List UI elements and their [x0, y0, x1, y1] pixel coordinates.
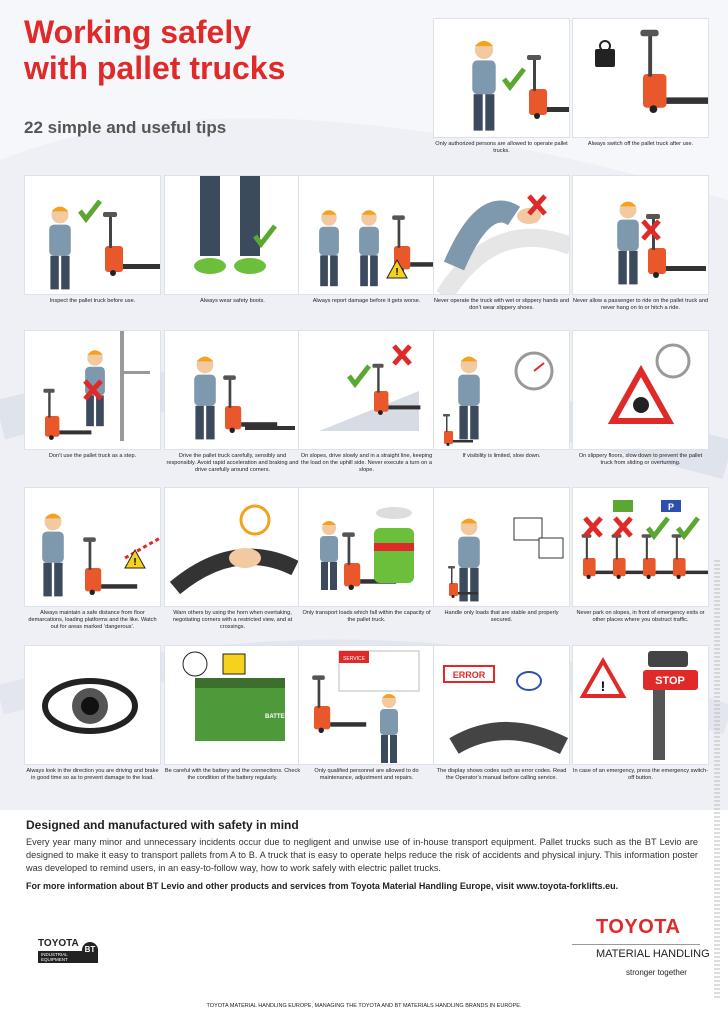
- tip-art: [25, 488, 161, 607]
- material-handling-label: MATERIAL HANDLING: [596, 948, 710, 960]
- tip-art: [299, 176, 435, 295]
- tip-caption: Only transport loads which fall within the capacity of the pallet truck.: [302, 610, 431, 623]
- svg-text:P: P: [667, 502, 675, 512]
- tip-card: [433, 330, 570, 460]
- tip-caption: Always switch off the pallet truck after use.: [587, 141, 694, 147]
- info-body: Every year many minor and unnecessary incidents occur due to negligent and unwise use of in-house transport equipment. Pallet trucks such as the BT Levio are designed to make it easy to transport pallets from A to B. A truck that is easy to operate helps reduce the risk of accidents and physical injury. This information poster was developed to remind users, in an easy-to-follow way, how to work safely with electric pallet trucks.: [26, 837, 698, 873]
- tip-card: [433, 487, 570, 624]
- tip-card: [572, 645, 709, 782]
- tip-art: [573, 19, 709, 138]
- tip-card: [572, 330, 709, 467]
- tip-card: [24, 330, 161, 460]
- logo-subtext: INDUSTRIAL EQUIPMENT: [38, 951, 98, 963]
- tip-illustration: [572, 18, 709, 138]
- tip-card: [164, 645, 301, 782]
- tip-illustration: [433, 487, 570, 607]
- tip-art: [573, 488, 709, 607]
- tip-caption: The display shows codes such as error codes. Read the Operator’s manual before calling service.: [436, 768, 567, 781]
- tip-caption: Always look in the direction you are driving and brake in good time so as to prevent damage to the load.: [26, 768, 159, 781]
- tip-art: [573, 176, 709, 295]
- title-line-2: with pallet trucks: [24, 50, 286, 86]
- tip-card: [433, 645, 570, 782]
- tip-illustration: [24, 175, 161, 295]
- tip-caption: Always wear safety boots.: [200, 298, 265, 304]
- tip-caption: Warn others by using the horn when overtaking, negotiating corners with a restricted view, and at crossings.: [172, 610, 293, 630]
- tip-art: [299, 646, 435, 765]
- info-more-link[interactable]: For more information about BT Levio and other products and services from Toyota Material Handling Europe, visit www.toyota-forklifts.eu.: [26, 881, 619, 891]
- logo-text: TOYOTA: [38, 938, 79, 949]
- tip-illustration: [572, 645, 709, 765]
- tip-illustration: [572, 175, 709, 295]
- svg-text:ERROR: ERROR: [452, 670, 486, 680]
- tip-caption: In case of an emergency, press the emergency switch-off button.: [572, 768, 709, 781]
- tip-art: [165, 176, 301, 295]
- tip-card: [298, 330, 435, 474]
- info-section: [0, 810, 728, 1030]
- tip-caption: Always report damage before it gets worse.: [312, 298, 421, 304]
- tip-illustration: [433, 18, 570, 138]
- tip-illustration: [164, 175, 301, 295]
- tip-caption: Never operate the truck with wet or slippery hands and don’t wear slippery shoes.: [433, 298, 570, 311]
- bt-logo: BT: [82, 942, 98, 958]
- toyota-brand: TOYOTA: [596, 916, 681, 938]
- tip-illustration: [298, 645, 435, 765]
- tip-illustration: [572, 487, 709, 607]
- tip-art: [165, 488, 301, 607]
- tip-art: [573, 331, 709, 450]
- tip-card: [24, 487, 161, 631]
- svg-text:SERVICE: SERVICE: [343, 656, 365, 662]
- info-heading: Designed and manufactured with safety in mind: [26, 818, 299, 832]
- tip-art: [165, 646, 301, 765]
- tip-card: [433, 18, 570, 155]
- tip-art: [25, 176, 161, 295]
- tip-illustration: [164, 330, 301, 450]
- tip-art: [299, 488, 435, 607]
- tip-illustration: [164, 645, 301, 765]
- tip-card: [433, 175, 570, 312]
- tip-art: [573, 646, 709, 765]
- poster-title: [24, 14, 384, 86]
- tip-illustration: [572, 330, 709, 450]
- tip-caption: Never allow a passenger to ride on the pallet truck and never hang on to or hitch a ride.: [572, 298, 709, 311]
- tip-card: [298, 645, 435, 782]
- tip-illustration: [433, 330, 570, 450]
- title-line-1: Working safely: [24, 14, 252, 50]
- tip-art: [434, 331, 570, 450]
- tip-caption: Handle only loads that are stable and properly secured.: [444, 610, 559, 623]
- tip-caption: Drive the pallet truck carefully, sensibly and responsibly. Avoid rapid acceleration and braking and drive carefully around corners.: [166, 453, 299, 473]
- tip-illustration: [433, 645, 570, 765]
- tip-card: [572, 487, 709, 624]
- tip-card: [164, 330, 301, 474]
- tip-caption: On slippery floors, slow down to prevent the pallet truck from sliding or overturning.: [578, 453, 703, 466]
- svg-text:BATTERY: BATTERY: [265, 714, 293, 720]
- tip-art: [165, 331, 301, 450]
- tip-art: [434, 488, 570, 607]
- tip-card: [572, 175, 709, 312]
- tip-caption: If visibility is limited, slow down.: [462, 453, 541, 459]
- svg-text:!: !: [133, 557, 137, 568]
- tip-card: [298, 175, 435, 305]
- poster-subtitle: 22 simple and useful tips: [24, 118, 227, 137]
- tip-illustration: [298, 330, 435, 450]
- tip-caption: Only authorized persons are allowed to operate pallet trucks.: [435, 141, 568, 154]
- tip-caption: Be careful with the battery and the connections. Check the condition of the battery regularly.: [164, 768, 301, 781]
- tip-caption: Always maintain a safe distance from floor demarcations, loading platforms and the like. Watch out for areas marked ‘dangerous’.: [28, 610, 157, 630]
- brand-tagline: stronger together: [626, 968, 687, 977]
- tip-illustration: [24, 487, 161, 607]
- svg-text:STOP: STOP: [655, 675, 685, 687]
- tip-card: [164, 175, 301, 305]
- tip-card: [164, 487, 301, 631]
- tip-art: [434, 19, 570, 138]
- tip-card: [24, 175, 161, 305]
- tip-card: [298, 487, 435, 624]
- svg-text:!: !: [395, 267, 399, 278]
- tip-card: [24, 645, 161, 782]
- tip-illustration: [24, 330, 161, 450]
- tip-caption: On slopes, drive slowly and in a straight line, keeping the load on the uphill side. Never execute a turn on a slope.: [300, 453, 433, 473]
- tip-illustration: [298, 487, 435, 607]
- footer-text: TOYOTA MATERIAL HANDLING EUROPE, MANAGING THE TOYOTA AND BT MATERIALS HANDLING BRANDS IN EUROPE.: [206, 1003, 522, 1009]
- tip-card: [572, 18, 709, 148]
- tip-illustration: [24, 645, 161, 765]
- tip-illustration: [164, 487, 301, 607]
- tip-art: [25, 331, 161, 450]
- tip-art: [299, 331, 435, 450]
- tip-caption: Inspect the pallet truck before use.: [49, 298, 136, 304]
- tip-art: [434, 176, 570, 295]
- tip-illustration: [433, 175, 570, 295]
- tip-art: [434, 646, 570, 765]
- legal-fineprint: [714, 560, 720, 1000]
- tip-caption: Never park on slopes, in front of emergency exits or other places where you obstruct traffic.: [576, 610, 705, 623]
- tip-illustration: [298, 175, 435, 295]
- tip-caption: Only qualified personnel are allowed to do maintenance, adjustment and repairs.: [314, 768, 419, 781]
- brand-divider: [572, 944, 700, 945]
- tip-art: [25, 646, 161, 765]
- tip-caption: Don’t use the pallet truck as a step.: [48, 453, 137, 459]
- svg-text:!: !: [600, 678, 606, 694]
